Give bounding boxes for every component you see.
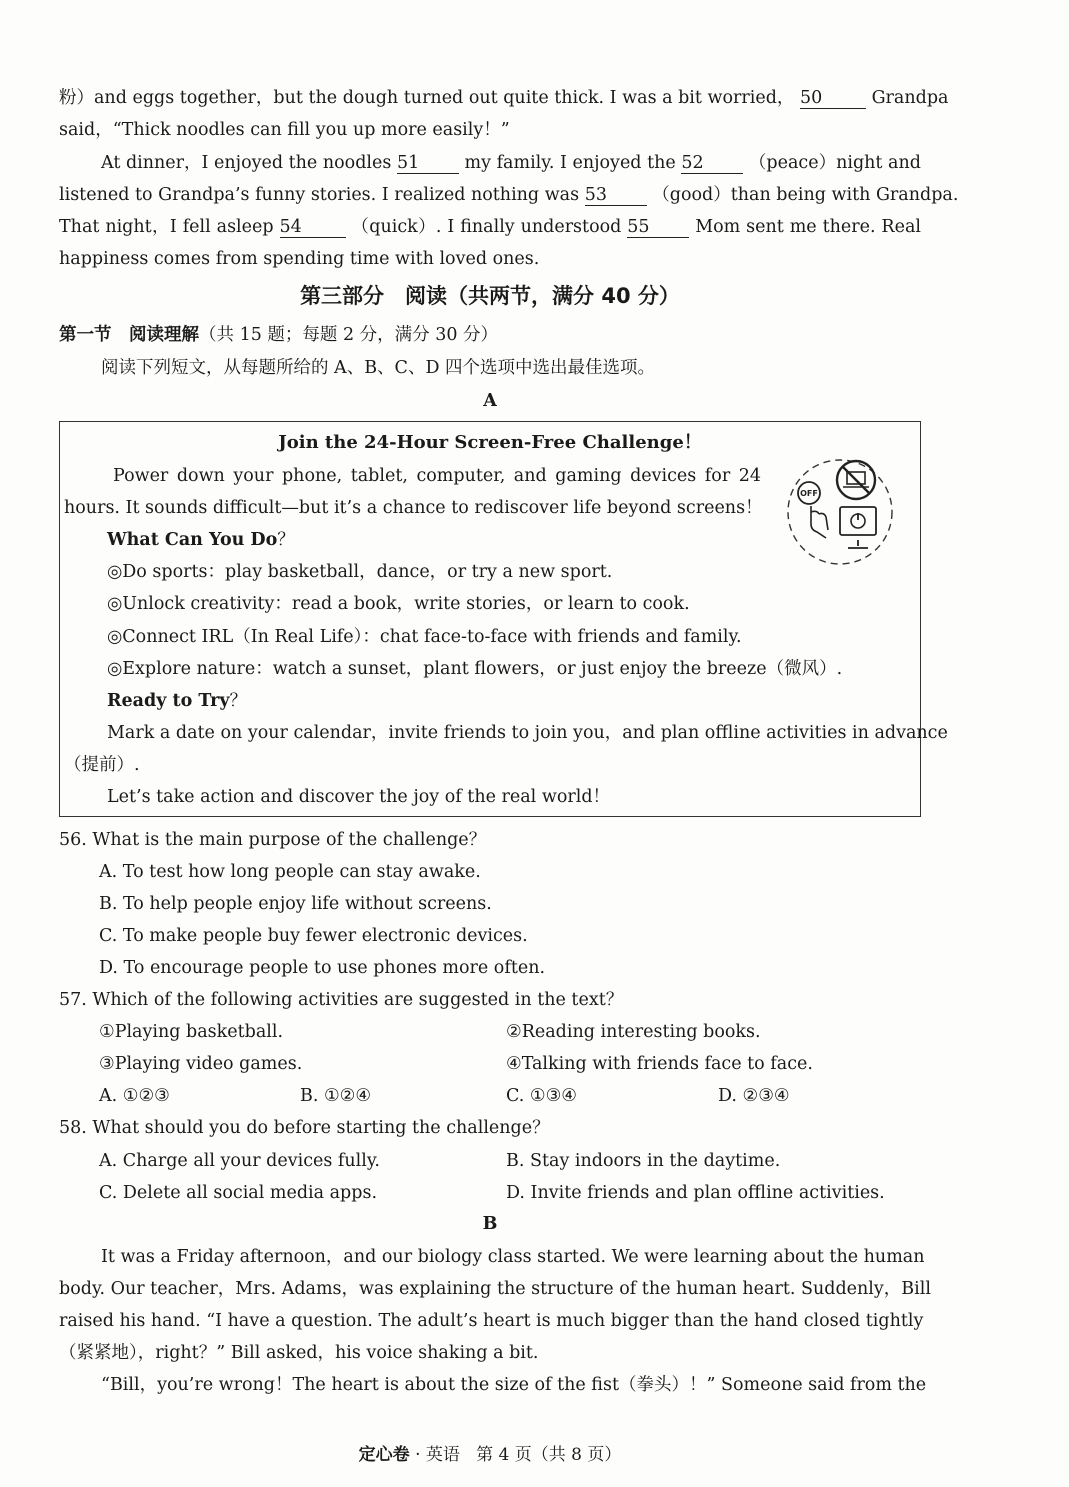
section1-heading: 第一节 阅读理解（共 15 题；每题 2 分，满分 30 分） [59,325,499,345]
challenge-p1a: Power down your phone, tablet, computer, and gaming devices for 24 [113,466,761,486]
cloze-line-1: 粉）and eggs together，but the dough turned out quite thick. I was a bit worried， 50 Grandpa [59,88,949,108]
cloze-line-4: listened to Grandpa’s funny stories. I realized nothing was 53 （good）than being with Grandpa. [59,185,959,205]
activity-item-3: ◎Connect IRL（In Real Life）：chat face-to-face with friends and family. [107,627,742,647]
cloze-line-5: That night，I fell asleep 54 （quick）. I finally understood 55 Mom sent me there. Real [59,217,921,237]
q58-option-c: C. Delete all social media apps. [99,1183,378,1203]
q57-option-c: C. ①③④ [506,1086,577,1106]
q57-item-1: ①Playing basketball. [99,1022,284,1042]
activity-item-4: ◎Explore nature：watch a sunset，plant flowers，or just enjoy the breeze（微风）. [107,659,843,679]
q57-item-3: ③Playing video games. [99,1054,303,1074]
cloze-line-3: At dinner，I enjoyed the noodles 51 my family. I enjoyed the 52 （peace）night and [101,153,921,173]
cloze-line-2: said，“Thick noodles can fill you up more easily！” [59,120,510,140]
q57-option-b: B. ①②④ [300,1086,372,1106]
q58-stem: 58. What should you do before starting the challenge？ [59,1118,550,1138]
blank-53: 53 [585,185,647,206]
what-heading: What Can You Do？ [107,530,295,550]
blank-54: 54 [280,217,346,238]
q57-option-d: D. ②③④ [718,1086,790,1106]
passage-a-label: A [483,391,497,411]
ready-heading: Ready to Try？ [107,691,247,711]
no-laptop-icon [837,461,875,499]
monitor-power-icon [840,507,876,548]
svg-text:OFF: OFF [800,489,818,498]
page-footer: 定心卷 · 英语 第 4 页（共 8 页） [358,1445,622,1465]
q56-option-b: B. To help people enjoy life without screens. [99,894,492,914]
passage-b-line-4: （紧紧地），right？” Bill asked，his voice shaking a bit. [59,1343,539,1363]
q56-stem: 56. What is the main purpose of the challenge？ [59,830,487,850]
passage-b-line-5: “Bill，you’re wrong！The heart is about the size of the fist（拳头）！” Someone said from the [101,1375,927,1395]
passage-b-line-2: body. Our teacher，Mrs. Adams，was explaining the structure of the human heart. Suddenly，Bill [59,1279,931,1299]
q56-option-a: A. To test how long people can stay awake. [99,862,481,882]
blank-50: 50 [800,88,866,109]
challenge-p1b: hours. It sounds difficult—but it’s a chance to rediscover life beyond screens！ [64,498,763,518]
passage-b-label: B [482,1214,498,1234]
q57-option-a: A. ①②③ [99,1086,170,1106]
challenge-p2a: Mark a date on your calendar，invite friends to join you，and plan offline activities in advance [107,723,948,743]
part3-title: 第三部分 阅读（共两节，满分 40 分） [300,284,680,308]
q58-option-b: B. Stay indoors in the daytime. [506,1151,781,1171]
cloze-line-6: happiness comes from spending time with loved ones. [59,249,540,269]
off-button-hand-icon [798,482,828,538]
q56-option-d: D. To encourage people to use phones more often. [99,958,546,978]
passage-b-line-1: It was a Friday afternoon，and our biology class started. We were learning about the human [101,1247,925,1267]
q57-item-4: ④Talking with friends face to face. [506,1054,813,1074]
activity-item-1: ◎Do sports：play basketball，dance，or try a new sport. [107,562,613,582]
q57-stem: 57. Which of the following activities are suggested in the text？ [59,990,624,1010]
activity-item-2: ◎Unlock creativity：read a book，write stories，or learn to cook. [107,594,690,614]
passage-b-line-3: raised his hand. “I have a question. The adult’s heart is much bigger than the hand closed tightly [59,1311,924,1331]
q57-item-2: ②Reading interesting books. [506,1022,761,1042]
blank-55: 55 [627,217,689,238]
blank-52: 52 [681,153,743,174]
screen-free-icon [784,456,896,568]
challenge-p2b: （提前）. [64,755,140,775]
q56-option-c: C. To make people buy fewer electronic devices. [99,926,528,946]
q58-option-a: A. Charge all your devices fully. [99,1151,380,1171]
instruction: 阅读下列短文，从每题所给的 A、B、C、D 四个选项中选出最佳选项。 [101,358,656,378]
blank-51: 51 [397,153,459,174]
q58-option-d: D. Invite friends and plan offline activities. [506,1183,885,1203]
challenge-p3: Let’s take action and discover the joy of the real world！ [107,787,611,807]
challenge-title: Join the 24-Hour Screen-Free Challenge！ [278,432,702,453]
